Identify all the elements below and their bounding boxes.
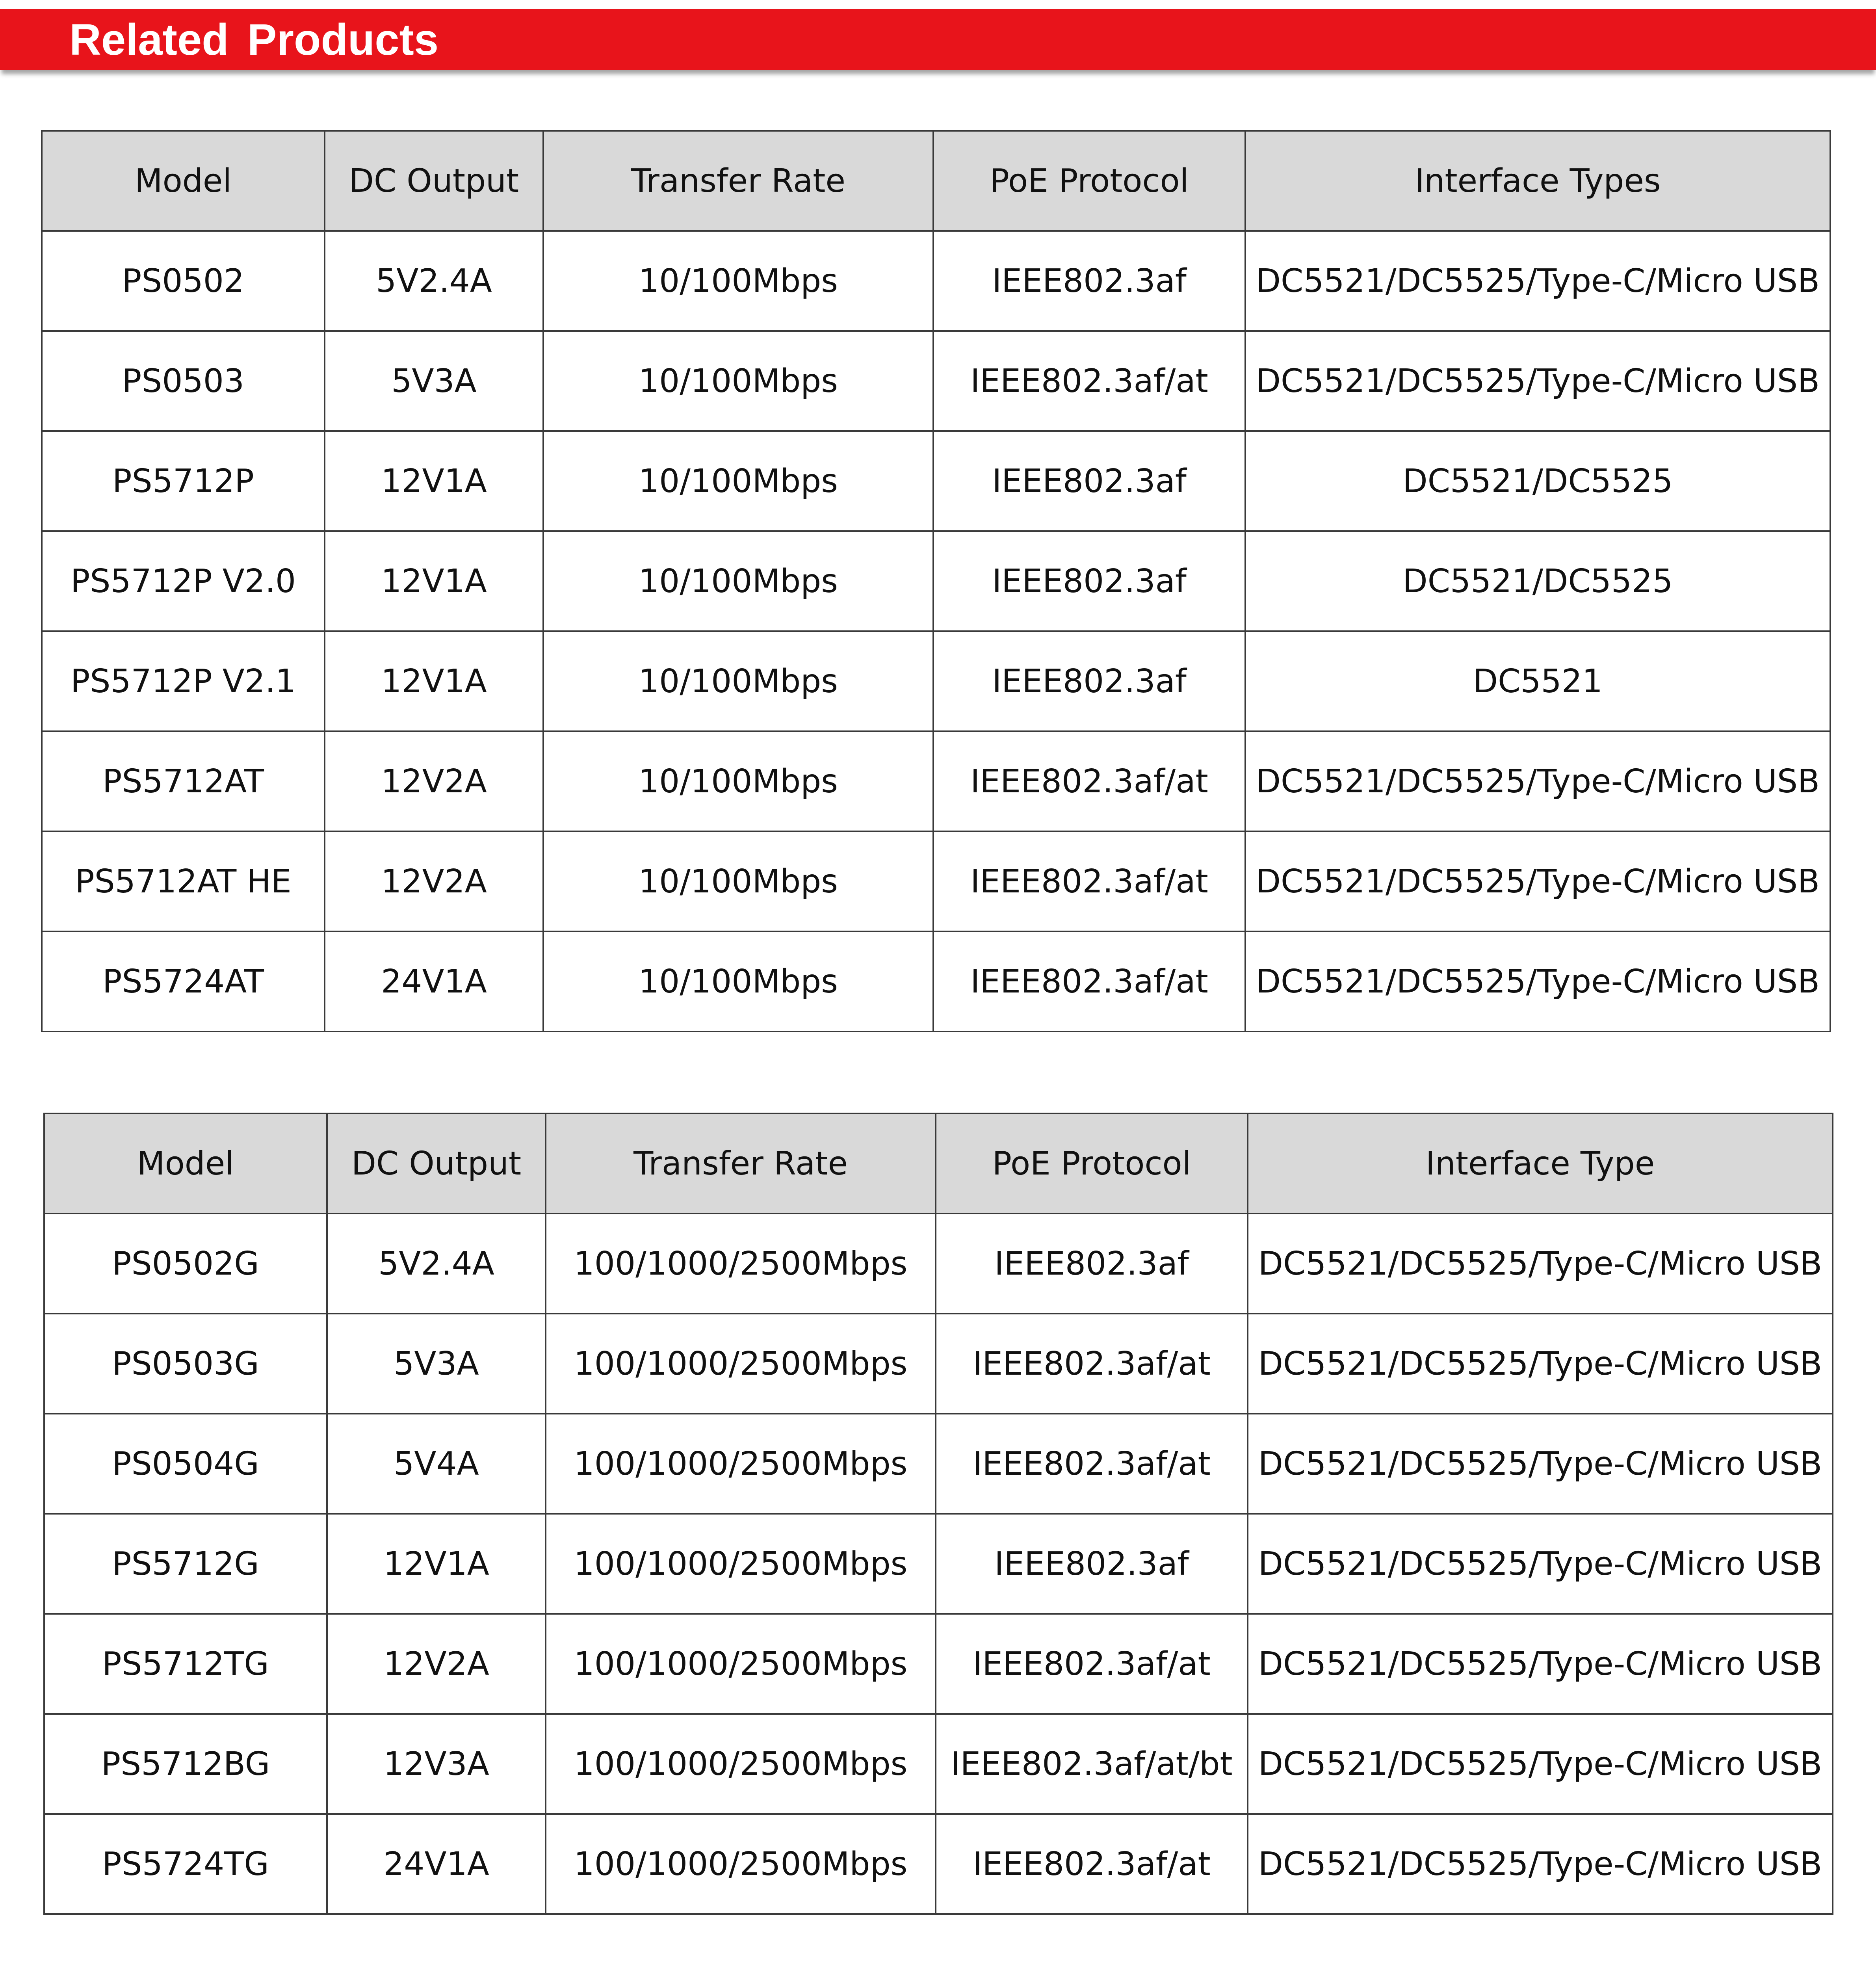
header-transfer-rate: Transfer Rate [543, 131, 933, 231]
cell-poe-protocol: IEEE802.3af/at/bt [936, 1714, 1248, 1814]
cell-model: PS5712AT [42, 731, 325, 831]
cell-poe-protocol: IEEE802.3af [936, 1514, 1248, 1614]
table-row [44, 1514, 1833, 1614]
cell-dc-output: 12V2A [325, 831, 543, 931]
cell-interface: DC5521/DC5525/Type-C/Micro USB [1248, 1214, 1833, 1314]
table-row [44, 1714, 1833, 1814]
cell-model: PS5712P V2.0 [42, 531, 325, 631]
header-model: Model [44, 1113, 327, 1214]
related-products-banner [0, 9, 1876, 70]
cell-model: PS5712BG [44, 1714, 327, 1814]
cell-interface: DC5521/DC5525/Type-C/Micro USB [1248, 1314, 1833, 1414]
cell-poe-protocol: IEEE802.3af/at [936, 1614, 1248, 1714]
cell-transfer-rate: 100/1000/2500Mbps [546, 1214, 936, 1314]
header-interface-type: Interface Type [1248, 1113, 1833, 1214]
cell-dc-output: 12V3A [327, 1714, 546, 1814]
cell-dc-output: 5V3A [325, 331, 543, 431]
cell-interface: DC5521/DC5525/Type-C/Micro USB [1248, 1414, 1833, 1514]
cell-dc-output: 24V1A [325, 931, 543, 1031]
cell-model: PS5712TG [44, 1614, 327, 1714]
cell-dc-output: 5V3A [327, 1314, 546, 1414]
cell-model: PS5724TG [44, 1814, 327, 1914]
cell-model: PS5724AT [42, 931, 325, 1031]
cell-transfer-rate: 10/100Mbps [543, 531, 933, 631]
cell-model: PS5712P V2.1 [42, 631, 325, 731]
table-row [42, 931, 1830, 1031]
cell-dc-output: 5V2.4A [327, 1214, 546, 1314]
header-interface-types: Interface Types [1245, 131, 1830, 231]
cell-transfer-rate: 100/1000/2500Mbps [546, 1814, 936, 1914]
cell-poe-protocol: IEEE802.3af [933, 231, 1245, 331]
cell-transfer-rate: 10/100Mbps [543, 831, 933, 931]
table-row [44, 1314, 1833, 1414]
cell-interface: DC5521/DC5525 [1245, 531, 1830, 631]
cell-dc-output: 12V1A [325, 431, 543, 531]
cell-transfer-rate: 10/100Mbps [543, 931, 933, 1031]
cell-poe-protocol: IEEE802.3af/at [936, 1814, 1248, 1914]
cell-poe-protocol: IEEE802.3af [936, 1214, 1248, 1314]
cell-dc-output: 5V2.4A [325, 231, 543, 331]
cell-poe-protocol: IEEE802.3af [933, 531, 1245, 631]
table-row [44, 1814, 1833, 1914]
cell-transfer-rate: 10/100Mbps [543, 431, 933, 531]
cell-transfer-rate: 10/100Mbps [543, 631, 933, 731]
cell-poe-protocol: IEEE802.3af/at [933, 931, 1245, 1031]
cell-poe-protocol: IEEE802.3af/at [936, 1314, 1248, 1414]
table-row [42, 531, 1830, 631]
cell-transfer-rate: 100/1000/2500Mbps [546, 1614, 936, 1714]
banner-title: Related Products [69, 15, 439, 64]
header-dc-output: DC Output [327, 1113, 546, 1214]
cell-interface: DC5521/DC5525/Type-C/Micro USB [1245, 231, 1830, 331]
cell-interface: DC5521/DC5525/Type-C/Micro USB [1248, 1514, 1833, 1614]
cell-transfer-rate: 10/100Mbps [543, 331, 933, 431]
header-poe-protocol: PoE Protocol [933, 131, 1245, 231]
table-row [42, 831, 1830, 931]
cell-poe-protocol: IEEE802.3af/at [933, 331, 1245, 431]
cell-interface: DC5521/DC5525 [1245, 431, 1830, 531]
cell-transfer-rate: 10/100Mbps [543, 231, 933, 331]
cell-interface: DC5521/DC5525/Type-C/Micro USB [1245, 331, 1830, 431]
cell-model: PS0504G [44, 1414, 327, 1514]
cell-transfer-rate: 100/1000/2500Mbps [546, 1514, 936, 1614]
cell-dc-output: 12V1A [325, 631, 543, 731]
cell-interface: DC5521/DC5525/Type-C/Micro USB [1245, 731, 1830, 831]
cell-transfer-rate: 10/100Mbps [543, 731, 933, 831]
cell-model: PS0502G [44, 1214, 327, 1314]
cell-dc-output: 5V4A [327, 1414, 546, 1514]
cell-poe-protocol: IEEE802.3af/at [933, 831, 1245, 931]
table-row [42, 231, 1830, 331]
cell-model: PS0503G [44, 1314, 327, 1414]
table-header-row [42, 131, 1830, 231]
cell-model: PS0502 [42, 231, 325, 331]
cell-model: PS5712AT HE [42, 831, 325, 931]
cell-interface: DC5521/DC5525/Type-C/Micro USB [1245, 931, 1830, 1031]
cell-interface: DC5521/DC5525/Type-C/Micro USB [1248, 1714, 1833, 1814]
header-poe-protocol: PoE Protocol [936, 1113, 1248, 1214]
table-row [42, 331, 1830, 431]
cell-interface: DC5521/DC5525/Type-C/Micro USB [1248, 1814, 1833, 1914]
cell-dc-output: 12V1A [327, 1514, 546, 1614]
table-row [44, 1414, 1833, 1514]
cell-model: PS5712G [44, 1514, 327, 1614]
cell-dc-output: 24V1A [327, 1814, 546, 1914]
header-transfer-rate: Transfer Rate [546, 1113, 936, 1214]
table-row [42, 731, 1830, 831]
cell-model: PS0503 [42, 331, 325, 431]
cell-dc-output: 12V1A [325, 531, 543, 631]
table-row [44, 1614, 1833, 1714]
spec-table-multi-gigabit [43, 1113, 1833, 1915]
cell-interface: DC5521 [1245, 631, 1830, 731]
cell-poe-protocol: IEEE802.3af/at [936, 1414, 1248, 1514]
cell-transfer-rate: 100/1000/2500Mbps [546, 1314, 936, 1414]
table-header-row [44, 1113, 1833, 1214]
cell-transfer-rate: 100/1000/2500Mbps [546, 1414, 936, 1514]
cell-poe-protocol: IEEE802.3af [933, 431, 1245, 531]
cell-model: PS5712P [42, 431, 325, 531]
cell-interface: DC5521/DC5525/Type-C/Micro USB [1245, 831, 1830, 931]
cell-dc-output: 12V2A [327, 1614, 546, 1714]
cell-poe-protocol: IEEE802.3af [933, 631, 1245, 731]
header-model: Model [42, 131, 325, 231]
table-row [44, 1214, 1833, 1314]
cell-poe-protocol: IEEE802.3af/at [933, 731, 1245, 831]
header-dc-output: DC Output [325, 131, 543, 231]
cell-dc-output: 12V2A [325, 731, 543, 831]
cell-interface: DC5521/DC5525/Type-C/Micro USB [1248, 1614, 1833, 1714]
table-row [42, 431, 1830, 531]
cell-transfer-rate: 100/1000/2500Mbps [546, 1714, 936, 1814]
spec-table-fast-ethernet [41, 130, 1831, 1032]
table-row [42, 631, 1830, 731]
